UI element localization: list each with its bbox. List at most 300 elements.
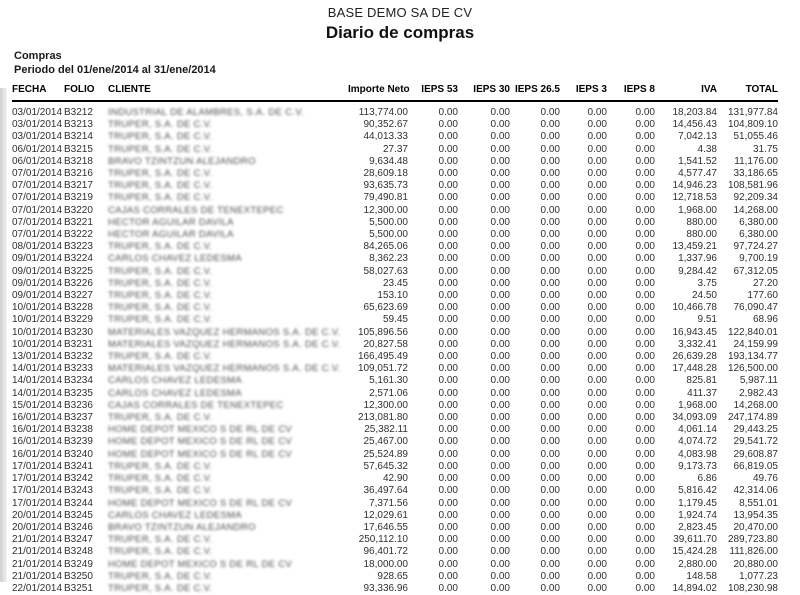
cell-folio: B3241: [64, 460, 93, 472]
cell-iva: 411.37: [687, 387, 717, 399]
cell-ieps-3: 0.00: [587, 314, 607, 326]
cell-folio: B3215: [64, 143, 93, 155]
cell-fecha: 16/01/2014: [12, 436, 63, 448]
cell-ieps-26-5: 0.00: [540, 143, 560, 155]
cell-cliente: BRAVO TZINTZUN ALEJANDRO: [108, 521, 256, 533]
cell-importe-neto: 7,371.56: [369, 497, 408, 509]
cell-iva: 4,074.72: [678, 436, 717, 448]
cell-fecha: 16/01/2014: [12, 412, 63, 424]
cell-ieps-53: 0.00: [438, 521, 458, 533]
cell-cliente: TRUPER, S.A. DE C.V.: [108, 351, 213, 363]
cell-iva: 3.75: [697, 277, 717, 289]
cell-total: 131,977.84: [727, 107, 778, 118]
cell-iva: 9.51: [697, 314, 717, 326]
cell-ieps-3: 0.00: [587, 497, 607, 509]
cell-folio: B3232: [64, 351, 93, 363]
cell-ieps-53: 0.00: [438, 155, 458, 167]
cell-ieps-26-5: 0.00: [540, 192, 560, 204]
cell-iva: 13,459.21: [672, 241, 717, 253]
cell-ieps-30: 0.00: [490, 131, 510, 143]
cell-folio: B3243: [64, 485, 93, 497]
cell-ieps-26-5: 0.00: [540, 448, 560, 460]
col-header-ieps-53: IEPS 53: [408, 82, 458, 101]
cell-importe-neto: 250,112.10: [358, 534, 408, 546]
cell-ieps-3: 0.00: [587, 460, 607, 472]
cell-folio: B3221: [64, 216, 93, 228]
cell-folio: B3239: [64, 436, 93, 448]
cell-cliente: MATERIALES VAZQUEZ HERMANOS S.A. DE C.V.: [108, 326, 341, 338]
table-row: [12, 510, 778, 522]
cell-cliente: TRUPER, S.A. DE C.V.: [108, 290, 213, 302]
cell-fecha: 15/01/2014: [12, 399, 63, 411]
col-header-ieps-30: IEPS 30: [458, 82, 510, 101]
cell-iva: 18,203.84: [672, 107, 717, 118]
cell-folio: B3212: [64, 107, 93, 118]
purchases-table: [12, 82, 778, 595]
cell-ieps-30: 0.00: [490, 473, 510, 485]
cell-fecha: 17/01/2014: [12, 497, 63, 509]
cell-total: 247,174.89: [727, 412, 778, 424]
cell-ieps-8: 0.00: [635, 119, 655, 131]
cell-iva: 2,823.45: [678, 521, 717, 533]
col-header-ieps-3: IEPS 3: [560, 82, 607, 101]
cell-folio: B3220: [64, 204, 93, 216]
table-row: [12, 253, 778, 265]
cell-ieps-26-5: 0.00: [540, 131, 560, 143]
cell-total: 42,314.06: [733, 485, 778, 497]
cell-ieps-3: 0.00: [587, 363, 607, 375]
cell-ieps-3: 0.00: [587, 229, 607, 241]
cell-cliente: HOME DEPOT MEXICO S DE RL DE CV: [108, 436, 293, 448]
cell-ieps-53: 0.00: [438, 192, 458, 204]
cell-ieps-8: 0.00: [635, 534, 655, 546]
cell-iva: 4,083.98: [678, 448, 717, 460]
cell-fecha: 16/01/2014: [12, 448, 63, 460]
cell-ieps-53: 0.00: [438, 314, 458, 326]
cell-cliente: TRUPER, S.A. DE C.V.: [108, 582, 213, 594]
cell-ieps-53: 0.00: [438, 338, 458, 350]
cell-ieps-53: 0.00: [438, 509, 458, 521]
cell-ieps-26-5: 0.00: [540, 582, 560, 594]
table-row: [12, 339, 778, 351]
table-row: [12, 144, 778, 156]
cell-ieps-26-5: 0.00: [540, 168, 560, 180]
cell-ieps-8: 0.00: [635, 351, 655, 363]
cell-ieps-30: 0.00: [490, 424, 510, 436]
period-label: Periodo del 01/ene/2014 al 31/ene/2014: [14, 64, 216, 76]
cell-ieps-53: 0.00: [438, 497, 458, 509]
table-row: [12, 461, 778, 473]
cell-ieps-26-5: 0.00: [540, 265, 560, 277]
cell-importe-neto: 109,051.72: [357, 363, 408, 375]
table-row: [12, 101, 778, 119]
cell-cliente: HECTOR AGUILAR DAVILA: [108, 229, 234, 241]
cell-ieps-53: 0.00: [438, 180, 458, 192]
cell-fecha: 21/01/2014: [12, 558, 63, 570]
report-title: Diario de compras: [325, 23, 475, 42]
cell-iva: 1,968.00: [678, 204, 717, 216]
cell-ieps-26-5: 0.00: [540, 204, 560, 216]
cell-total: 66,819.05: [733, 460, 778, 472]
cell-folio: B3234: [64, 375, 93, 387]
cell-cliente: HOME DEPOT MEXICO S DE RL DE CV: [108, 448, 293, 460]
cell-ieps-8: 0.00: [635, 570, 655, 582]
cell-ieps-26-5: 0.00: [540, 497, 560, 509]
cell-ieps-53: 0.00: [438, 277, 458, 289]
cell-fecha: 07/01/2014: [12, 192, 63, 204]
cell-iva: 34,093.09: [672, 412, 717, 424]
cell-ieps-53: 0.00: [438, 387, 458, 399]
cell-ieps-3: 0.00: [587, 375, 607, 387]
table-row: [12, 192, 778, 204]
cell-folio: B3238: [64, 424, 93, 436]
cell-cliente: TRUPER, S.A. DE C.V.: [108, 131, 213, 143]
cell-ieps-26-5: 0.00: [540, 570, 560, 582]
cell-ieps-3: 0.00: [587, 424, 607, 436]
cell-fecha: 21/01/2014: [12, 570, 63, 582]
cell-ieps-8: 0.00: [635, 412, 655, 424]
col-header-cliente: CLIENTE: [108, 82, 348, 101]
cell-ieps-3: 0.00: [587, 253, 607, 265]
cell-ieps-8: 0.00: [635, 326, 655, 338]
cell-ieps-53: 0.00: [438, 485, 458, 497]
cell-importe-neto: 57,645.32: [363, 460, 408, 472]
cell-iva: 1,924.74: [678, 509, 717, 521]
cell-ieps-3: 0.00: [587, 436, 607, 448]
cell-iva: 9,284.42: [678, 265, 717, 277]
cell-total: 13,954.35: [733, 509, 778, 521]
cell-total: 97,724.27: [733, 241, 778, 253]
cell-folio: B3248: [64, 546, 93, 558]
cell-ieps-30: 0.00: [490, 314, 510, 326]
cell-ieps-30: 0.00: [490, 448, 510, 460]
cell-cliente: INDUSTRIAL DE ALAMBRES, S.A. DE C.V.: [108, 107, 304, 118]
cell-ieps-8: 0.00: [635, 168, 655, 180]
cell-ieps-3: 0.00: [587, 387, 607, 399]
cell-ieps-8: 0.00: [635, 485, 655, 497]
cell-cliente: CARLOS CHAVEZ LEDESMA: [108, 509, 242, 521]
cell-cliente: TRUPER, S.A. DE C.V.: [108, 277, 213, 289]
cell-importe-neto: 17,646.55: [363, 521, 408, 533]
cell-total: 31.75: [752, 143, 778, 155]
cell-ieps-53: 0.00: [438, 168, 458, 180]
table-row: [12, 156, 778, 168]
cell-total: 29,443.25: [733, 424, 778, 436]
cell-ieps-3: 0.00: [587, 216, 607, 228]
cell-folio: B3216: [64, 168, 93, 180]
cell-iva: 1,337.96: [678, 253, 717, 265]
cell-ieps-30: 0.00: [490, 326, 510, 338]
cell-ieps-30: 0.00: [490, 521, 510, 533]
cell-ieps-53: 0.00: [438, 265, 458, 277]
cell-ieps-53: 0.00: [438, 436, 458, 448]
cell-fecha: 07/01/2014: [12, 168, 63, 180]
cell-ieps-8: 0.00: [635, 473, 655, 485]
cell-ieps-53: 0.00: [438, 216, 458, 228]
cell-ieps-26-5: 0.00: [540, 326, 560, 338]
cell-iva: 4,061.14: [678, 424, 717, 436]
cell-ieps-53: 0.00: [438, 558, 458, 570]
cell-importe-neto: 2,571.06: [369, 387, 408, 399]
cell-ieps-53: 0.00: [438, 460, 458, 472]
cell-cliente: TRUPER, S.A. DE C.V.: [108, 485, 213, 497]
cell-ieps-26-5: 0.00: [540, 509, 560, 521]
cell-cliente: CARLOS CHAVEZ LEDESMA: [108, 375, 242, 387]
cell-cliente: HECTOR AGUILAR DAVILA: [108, 216, 234, 228]
cell-ieps-3: 0.00: [587, 119, 607, 131]
cell-ieps-3: 0.00: [587, 107, 607, 118]
cell-ieps-8: 0.00: [635, 448, 655, 460]
cell-ieps-3: 0.00: [587, 155, 607, 167]
cell-ieps-8: 0.00: [635, 131, 655, 143]
cell-total: 20,880.00: [733, 558, 778, 570]
cell-ieps-26-5: 0.00: [540, 119, 560, 131]
cell-total: 27.20: [752, 277, 778, 289]
cell-importe-neto: 90,352.67: [363, 119, 408, 131]
cell-folio: B3226: [64, 277, 93, 289]
cell-ieps-3: 0.00: [587, 302, 607, 314]
cell-folio: B3236: [64, 399, 93, 411]
table-row: [12, 131, 778, 143]
cell-importe-neto: 44,013.33: [363, 131, 408, 143]
cell-fecha: 21/01/2014: [12, 534, 63, 546]
cell-folio: B3250: [64, 570, 93, 582]
cell-fecha: 10/01/2014: [12, 338, 63, 350]
cell-ieps-26-5: 0.00: [540, 216, 560, 228]
cell-ieps-26-5: 0.00: [540, 521, 560, 533]
cell-ieps-53: 0.00: [438, 582, 458, 594]
cell-ieps-3: 0.00: [587, 485, 607, 497]
cell-folio: B3223: [64, 241, 93, 253]
cell-folio: B3231: [64, 338, 93, 350]
cell-iva: 24.50: [691, 290, 717, 302]
table-row: [12, 241, 778, 253]
cell-iva: 14,456.43: [672, 119, 717, 131]
cell-iva: 4.38: [697, 143, 717, 155]
table-row: [12, 473, 778, 485]
cell-ieps-8: 0.00: [635, 265, 655, 277]
cell-fecha: 07/01/2014: [12, 204, 63, 216]
table-row: [12, 388, 778, 400]
cell-ieps-53: 0.00: [438, 119, 458, 131]
cell-ieps-53: 0.00: [438, 241, 458, 253]
cell-folio: B3246: [64, 521, 93, 533]
cell-folio: B3214: [64, 131, 93, 143]
cell-ieps-30: 0.00: [490, 582, 510, 594]
table-row: [12, 571, 778, 583]
cell-total: 29,541.72: [733, 436, 778, 448]
cell-cliente: TRUPER, S.A. DE C.V.: [108, 460, 213, 472]
table-row: [12, 363, 778, 375]
cell-ieps-26-5: 0.00: [540, 180, 560, 192]
cell-ieps-30: 0.00: [490, 204, 510, 216]
cell-ieps-53: 0.00: [438, 302, 458, 314]
cell-folio: B3235: [64, 387, 93, 399]
cell-total: 76,090.47: [733, 302, 778, 314]
cell-ieps-26-5: 0.00: [540, 534, 560, 546]
cell-ieps-30: 0.00: [490, 180, 510, 192]
cell-ieps-26-5: 0.00: [540, 241, 560, 253]
cell-folio: B3240: [64, 448, 93, 460]
cell-importe-neto: 12,300.00: [363, 204, 408, 216]
cell-total: 14,268.00: [733, 204, 778, 216]
cell-importe-neto: 166,495.49: [357, 351, 408, 363]
cell-ieps-8: 0.00: [635, 424, 655, 436]
cell-iva: 14,894.02: [672, 582, 717, 594]
cell-fecha: 03/01/2014: [12, 131, 63, 143]
cell-ieps-8: 0.00: [635, 155, 655, 167]
cell-importe-neto: 153.10: [377, 290, 408, 302]
cell-ieps-8: 0.00: [635, 229, 655, 241]
cell-ieps-30: 0.00: [490, 192, 510, 204]
table-row: [12, 119, 778, 131]
cell-ieps-26-5: 0.00: [540, 375, 560, 387]
cell-folio: B3242: [64, 473, 93, 485]
table-row: [12, 351, 778, 363]
cell-ieps-30: 0.00: [490, 497, 510, 509]
cell-cliente: TRUPER, S.A. DE C.V.: [108, 473, 213, 485]
cell-importe-neto: 20,827.58: [363, 338, 408, 350]
cell-ieps-3: 0.00: [587, 558, 607, 570]
cell-ieps-3: 0.00: [587, 204, 607, 216]
cell-folio: B3228: [64, 302, 93, 314]
cell-iva: 825.81: [686, 375, 717, 387]
cell-cliente: TRUPER, S.A. DE C.V.: [108, 302, 213, 314]
table-row: [12, 400, 778, 412]
cell-ieps-26-5: 0.00: [540, 314, 560, 326]
cell-fecha: 03/01/2014: [12, 119, 63, 131]
section-label: Compras: [14, 50, 62, 62]
cell-ieps-8: 0.00: [635, 143, 655, 155]
cell-iva: 6.86: [697, 473, 717, 485]
table-row: [12, 327, 778, 339]
cell-ieps-8: 0.00: [635, 460, 655, 472]
cell-ieps-53: 0.00: [438, 424, 458, 436]
table-row: [12, 290, 778, 302]
cell-fecha: 14/01/2014: [12, 375, 63, 387]
cell-ieps-8: 0.00: [635, 436, 655, 448]
cell-ieps-53: 0.00: [438, 204, 458, 216]
cell-ieps-8: 0.00: [635, 241, 655, 253]
cell-cliente: TRUPER, S.A. DE C.V.: [108, 241, 213, 253]
cell-ieps-3: 0.00: [587, 290, 607, 302]
cell-cliente: BRAVO TZINTZUN ALEJANDRO: [108, 155, 256, 167]
table-row: [12, 424, 778, 436]
cell-folio: B3227: [64, 290, 93, 302]
cell-ieps-8: 0.00: [635, 107, 655, 118]
cell-fecha: 16/01/2014: [12, 424, 63, 436]
cell-ieps-53: 0.00: [438, 412, 458, 424]
cell-ieps-3: 0.00: [587, 241, 607, 253]
company-name: BASE DEMO SA DE CV: [327, 5, 473, 20]
cell-fecha: 10/01/2014: [12, 314, 63, 326]
cell-ieps-8: 0.00: [635, 216, 655, 228]
cell-ieps-30: 0.00: [490, 119, 510, 131]
cell-ieps-3: 0.00: [587, 509, 607, 521]
cell-importe-neto: 42.90: [382, 473, 408, 485]
cell-fecha: 06/01/2014: [12, 155, 63, 167]
cell-ieps-3: 0.00: [587, 399, 607, 411]
cell-total: 5,987.11: [739, 375, 778, 387]
table-row: [12, 229, 778, 241]
cell-importe-neto: 12,300.00: [363, 399, 408, 411]
cell-ieps-3: 0.00: [587, 326, 607, 338]
cell-total: 126,500.00: [727, 363, 778, 375]
cell-iva: 880.00: [686, 229, 717, 241]
cell-ieps-30: 0.00: [490, 570, 510, 582]
cell-ieps-30: 0.00: [490, 253, 510, 265]
cell-iva: 7,042.13: [678, 131, 717, 143]
cell-ieps-8: 0.00: [635, 399, 655, 411]
table-body: [12, 101, 778, 595]
cell-cliente: TRUPER, S.A. DE C.V.: [108, 143, 213, 155]
cell-importe-neto: 96,401.72: [363, 546, 408, 558]
cell-folio: B3230: [64, 326, 93, 338]
cell-ieps-8: 0.00: [635, 497, 655, 509]
cell-ieps-30: 0.00: [490, 290, 510, 302]
cell-fecha: 07/01/2014: [12, 216, 63, 228]
cell-fecha: 08/01/2014: [12, 241, 63, 253]
cell-importe-neto: 25,524.89: [363, 448, 408, 460]
cell-ieps-26-5: 0.00: [540, 558, 560, 570]
cell-ieps-30: 0.00: [490, 229, 510, 241]
cell-iva: 14,946.23: [672, 180, 717, 192]
cell-ieps-3: 0.00: [587, 534, 607, 546]
cell-folio: B3229: [64, 314, 93, 326]
cell-ieps-8: 0.00: [635, 192, 655, 204]
table-row: [12, 436, 778, 448]
cell-folio: B3218: [64, 155, 93, 167]
cell-ieps-30: 0.00: [490, 509, 510, 521]
cell-iva: 1,179.45: [678, 497, 717, 509]
cell-folio: B3245: [64, 509, 93, 521]
cell-ieps-3: 0.00: [587, 180, 607, 192]
cell-total: 6,380.00: [739, 216, 778, 228]
cell-ieps-8: 0.00: [635, 521, 655, 533]
cell-ieps-26-5: 0.00: [540, 473, 560, 485]
cell-importe-neto: 12,029.61: [363, 509, 408, 521]
cell-ieps-8: 0.00: [635, 277, 655, 289]
cell-ieps-30: 0.00: [490, 558, 510, 570]
cell-importe-neto: 79,490.81: [363, 192, 408, 204]
cell-importe-neto: 36,497.64: [363, 485, 408, 497]
cell-folio: B3249: [64, 558, 93, 570]
cell-ieps-30: 0.00: [490, 168, 510, 180]
cell-ieps-30: 0.00: [490, 107, 510, 118]
cell-total: 1,077.23: [739, 570, 778, 582]
cell-ieps-26-5: 0.00: [540, 229, 560, 241]
cell-ieps-8: 0.00: [635, 290, 655, 302]
cell-ieps-26-5: 0.00: [540, 363, 560, 375]
cell-fecha: 17/01/2014: [12, 485, 63, 497]
cell-cliente: TRUPER, S.A. DE C.V.: [108, 265, 213, 277]
cell-total: 104,809.10: [727, 119, 778, 131]
cell-importe-neto: 5,161.30: [369, 375, 408, 387]
cell-folio: B3247: [64, 534, 93, 546]
cell-cliente: TRUPER, S.A. DE C.V.: [108, 546, 213, 558]
cell-fecha: 07/01/2014: [12, 229, 63, 241]
cell-ieps-26-5: 0.00: [540, 436, 560, 448]
cell-ieps-26-5: 0.00: [540, 338, 560, 350]
cell-cliente: TRUPER, S.A. DE C.V.: [108, 119, 213, 131]
cell-folio: B3224: [64, 253, 93, 265]
cell-total: 49.76: [752, 473, 778, 485]
cell-cliente: TRUPER, S.A. DE C.V.: [108, 534, 213, 546]
cell-folio: B3213: [64, 119, 93, 131]
cell-fecha: 10/01/2014: [12, 326, 63, 338]
cell-ieps-30: 0.00: [490, 277, 510, 289]
cell-iva: 880.00: [686, 216, 717, 228]
